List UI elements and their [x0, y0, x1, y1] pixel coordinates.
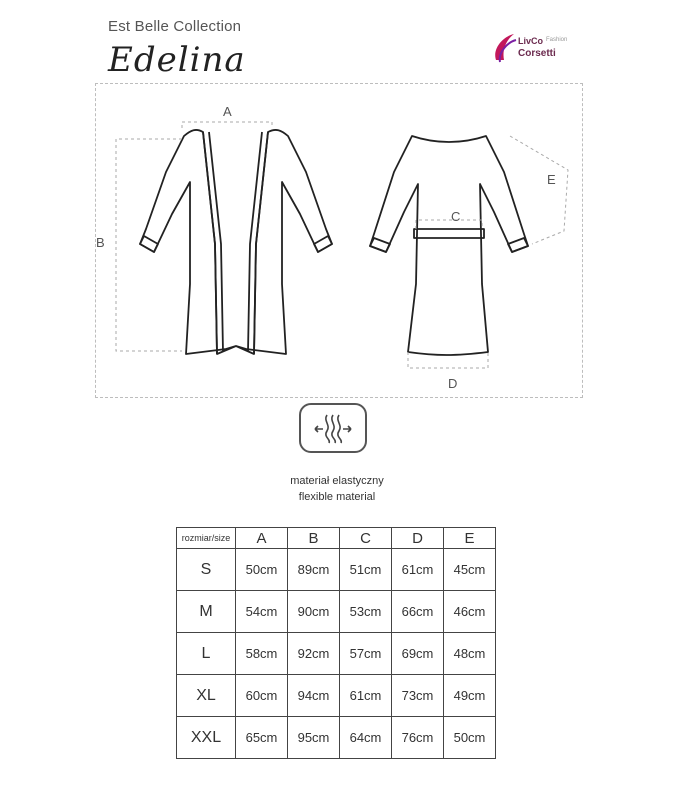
measure-label-a: A — [223, 104, 232, 119]
measure-cell: 61cm — [340, 675, 392, 717]
size-cell: L — [177, 633, 236, 675]
brand-line2: Corsetti — [518, 48, 556, 59]
measure-label-e: E — [547, 172, 556, 187]
measure-cell: 48cm — [444, 633, 496, 675]
column-header-e: E — [444, 528, 496, 549]
column-header-a: A — [236, 528, 288, 549]
front-robe-drawing — [140, 130, 332, 354]
material-label-en: flexible material — [298, 491, 376, 503]
brand-sub: Fashion — [546, 37, 568, 43]
size-cell: S — [177, 549, 236, 591]
table-row — [177, 717, 496, 759]
back-robe-drawing — [370, 136, 528, 355]
size-table-header — [177, 528, 496, 549]
column-header-c: C — [340, 528, 392, 549]
column-header-d: D — [392, 528, 444, 549]
brand-swirl-icon — [490, 30, 520, 66]
measure-cell: 51cm — [340, 549, 392, 591]
measure-label-c: C — [451, 209, 461, 224]
table-row — [177, 549, 496, 591]
measure-cell: 89cm — [288, 549, 340, 591]
size-cell: XL — [177, 675, 236, 717]
brand-logo — [490, 30, 590, 70]
measure-cell: 57cm — [340, 633, 392, 675]
measure-cell: 54cm — [236, 591, 288, 633]
column-header-b: B — [288, 528, 340, 549]
measure-cell: 60cm — [236, 675, 288, 717]
measure-cell: 50cm — [444, 717, 496, 759]
measure-cell: 76cm — [392, 717, 444, 759]
measure-label-d: D — [448, 376, 458, 391]
measure-cell: 92cm — [288, 633, 340, 675]
measure-cell: 64cm — [340, 717, 392, 759]
measure-cell: 58cm — [236, 633, 288, 675]
product-name: Edelina — [108, 40, 246, 80]
stretch-icon — [299, 403, 367, 453]
size-table — [176, 527, 496, 759]
table-row — [177, 591, 496, 633]
measure-cell: 90cm — [288, 591, 340, 633]
collection-name: Est Belle Collection — [108, 18, 242, 35]
measure-cell: 49cm — [444, 675, 496, 717]
table-row — [177, 675, 496, 717]
measure-cell: 66cm — [392, 591, 444, 633]
measure-cell: 94cm — [288, 675, 340, 717]
garment-diagram — [95, 83, 583, 398]
measure-cell: 53cm — [340, 591, 392, 633]
measure-label-b: B — [96, 235, 105, 250]
measure-cell: 73cm — [392, 675, 444, 717]
table-row — [177, 633, 496, 675]
measure-cell: 46cm — [444, 591, 496, 633]
measure-cell: 50cm — [236, 549, 288, 591]
measure-cell: 65cm — [236, 717, 288, 759]
measure-cell: 45cm — [444, 549, 496, 591]
measure-cell: 61cm — [392, 549, 444, 591]
brand-line1: LivCo — [518, 36, 544, 46]
size-cell: XXL — [177, 717, 236, 759]
measurement-guides — [116, 122, 568, 368]
size-column-header: rozmiar/size — [177, 528, 236, 549]
measure-cell: 95cm — [288, 717, 340, 759]
material-label-pl: materiał elastyczny — [290, 475, 384, 487]
size-cell: M — [177, 591, 236, 633]
measure-cell: 69cm — [392, 633, 444, 675]
